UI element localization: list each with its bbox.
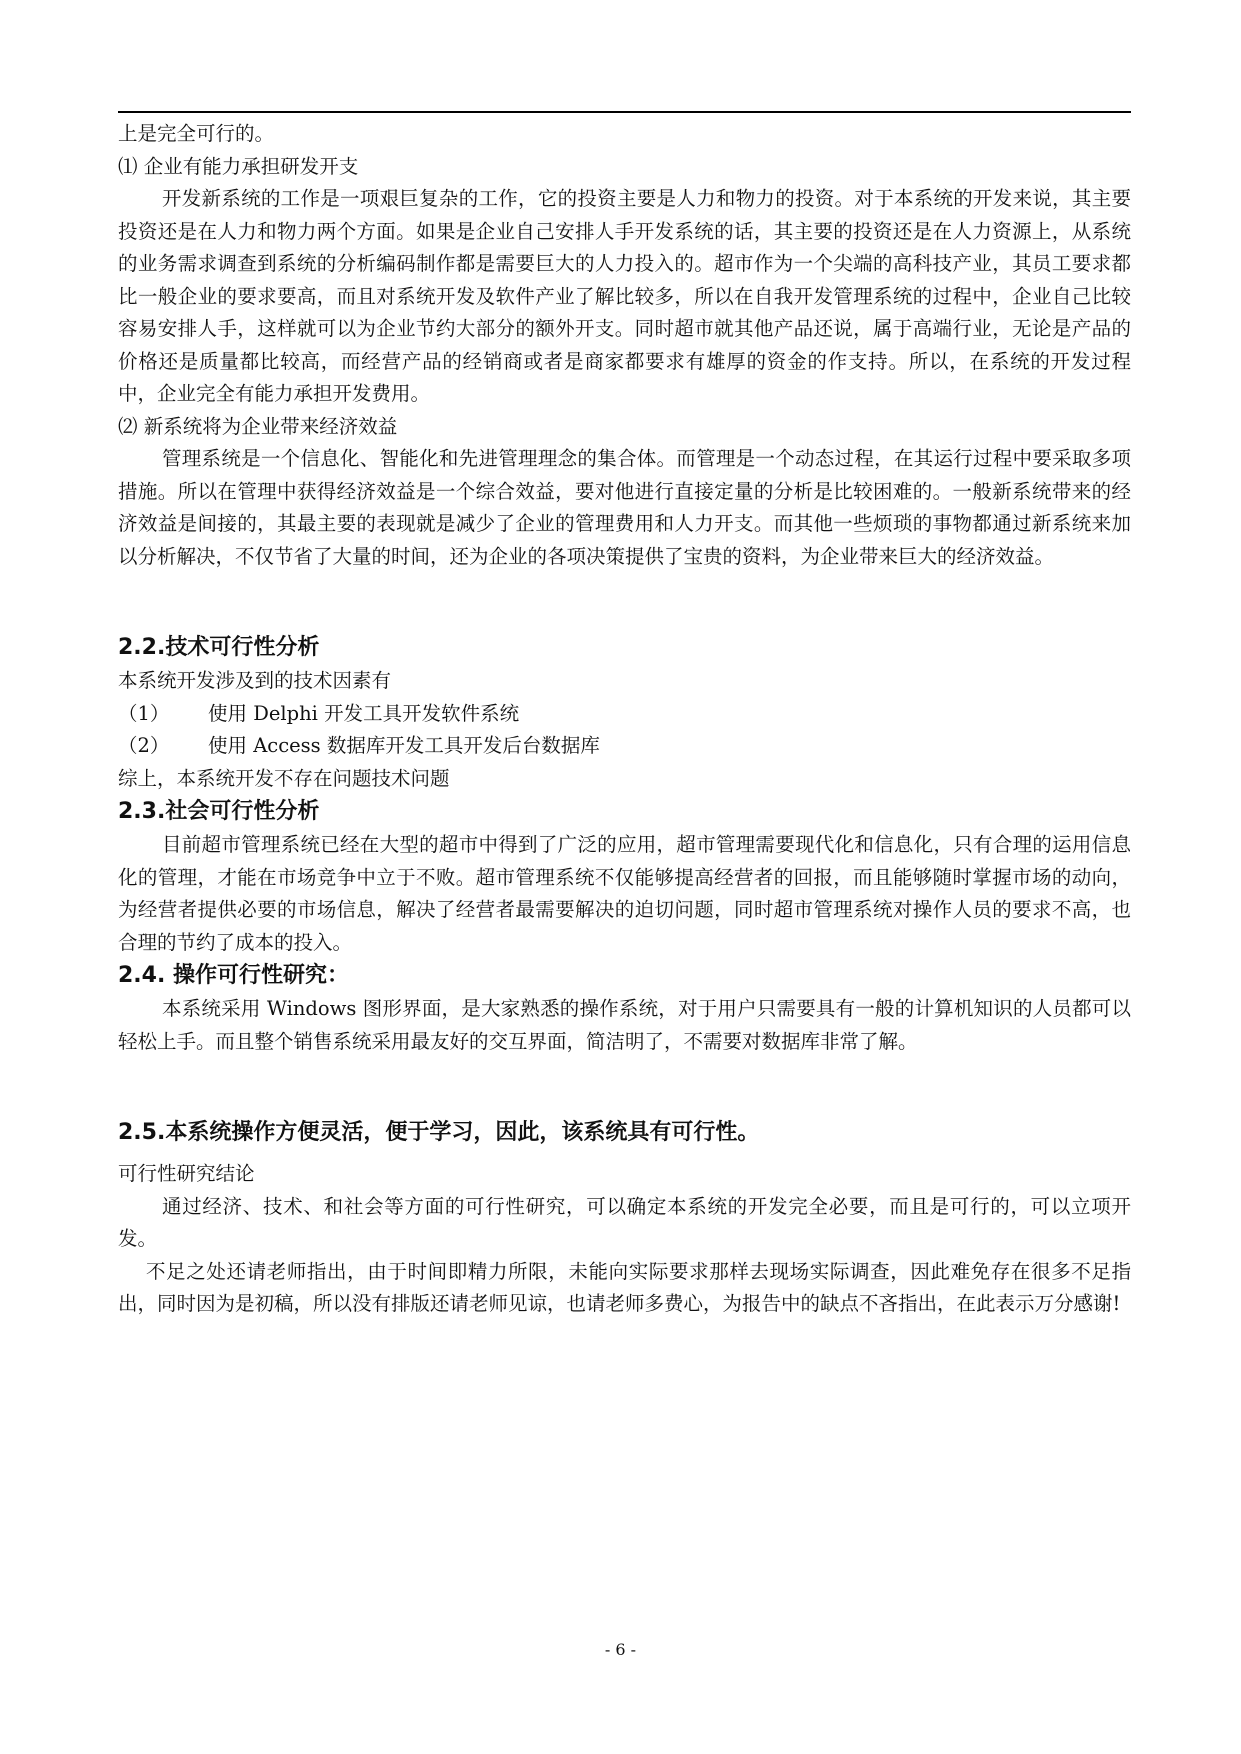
item-2-heading: ⑵ 新系统将为企业带来经济效益 xyxy=(118,414,398,438)
item-1-paragraph: 开发新系统的工作是一项艰巨复杂的工作，它的投资主要是人力和物力的投资。对于本系统的开发来说，其主要投资还是在人力和物力两个方面。如果是企业自己安排人手开发系统的话，其主要的投资还是在人力资源上，从系统的业务需求调查到系统的分析编码制作都是需要巨大的人力投入的。超市作为一个尖端的高科技产业，其员工要求都比一般企业的要求要高，而且对系统开发及软件产业了解比较多，所以在自我开发管理系统的过程中，企业自己比较容易安排人手，这样就可以为企业节约大部分的额外开支。同时超市就其他产品还说，属于高端行业，无论是产品的价格还是质量都比较高，而经营产品的经销商或者是商家都要求有雄厚的资金的作支持。所以，在系统的开发过程中，企业完全有能力承担开发费用。 xyxy=(118,187,1131,405)
page-content xyxy=(118,118,1131,1321)
section-2-2-summary: 综上，本系统开发不存在问题技术问题 xyxy=(118,766,450,790)
conclusion-title: 可行性研究结论 xyxy=(118,1162,255,1185)
conclusion-paragraph: 通过经济、技术、和社会等方面的可行性研究，可以确定本系统的开发完全必要，而且是可行的，可以立项开发。 xyxy=(118,1194,1131,1250)
list-number: （2） xyxy=(118,734,170,757)
list-text: 使用 Delphi 开发工具开发软件系统 xyxy=(208,701,520,725)
closing-paragraph: 不足之处还请老师指出，由于时间即精力所限，未能向实际要求那样去现场实际调查，因此难免存在很多不足指出，同时因为是初稿，所以没有排版还请老师见谅，也请老师多费心，为报告中的缺点不吝指出，在此表示万分感谢! xyxy=(118,1259,1131,1315)
section-2-4-heading: 2.4. 操作可行性研究： xyxy=(118,963,349,988)
item-1-heading: ⑴ 企业有能力承担研发开支 xyxy=(118,154,359,178)
list-text: 使用 Access 数据库开发工具开发后台数据库 xyxy=(208,734,600,757)
section-2-2-intro: 本系统开发涉及到的技术因素有 xyxy=(118,669,392,692)
continuation-line: 上是完全可行的。 xyxy=(118,122,275,145)
section-2-2-list-item-2 xyxy=(118,730,1131,763)
page-number: - 6 - xyxy=(604,1640,637,1659)
section-2-3-heading: 2.3.社会可行性分析 xyxy=(118,799,320,824)
section-2-3-paragraph: 目前超市管理系统已经在大型的超市中得到了广泛的应用，超市管理需要现代化和信息化，只有合理的运用信息化的管理，才能在市场竞争中立于不败。超市管理系统不仅能够提高经营者的回报，而且能够随时掌握市场的动向，为经营者提供必要的市场信息，解决了经营者最需要解决的迫切问题，同时超市管理系统对操作人员的要求不高，也合理的节约了成本的投入。 xyxy=(118,833,1131,954)
list-number: （1） xyxy=(118,701,170,725)
item-2-paragraph: 管理系统是一个信息化、智能化和先进管理理念的集合体。而管理是一个动态过程，在其运行过程中要采取多项措施。所以在管理中获得经济效益是一个综合效益，要对他进行直接定量的分析是比较困难的。一般新系统带来的经济效益是间接的，其最主要的表现就是减少了企业的管理费用和人力开支。而其他一些烦琐的事物都通过新系统来加以分析解决，不仅节省了大量的时间，还为企业的各项决策提供了宝贵的资料，为企业带来巨大的经济效益。 xyxy=(118,447,1131,568)
section-2-2-heading: 2.2.技术可行性分析 xyxy=(118,635,320,660)
header-rule xyxy=(118,111,1131,113)
section-2-4-paragraph: 本系统采用 Windows 图形界面，是大家熟悉的操作系统，对于用户只需要具有一般的计算机知识的人员都可以轻松上手。而且整个销售系统采用最友好的交互界面，简洁明了，不需要对数据库非常了解。 xyxy=(118,997,1131,1053)
section-2-2-list-item-1 xyxy=(118,698,1131,731)
section-2-5-heading: 2.5.本系统操作方便灵活，便于学习，因此，该系统具有可行性。 xyxy=(118,1120,760,1145)
